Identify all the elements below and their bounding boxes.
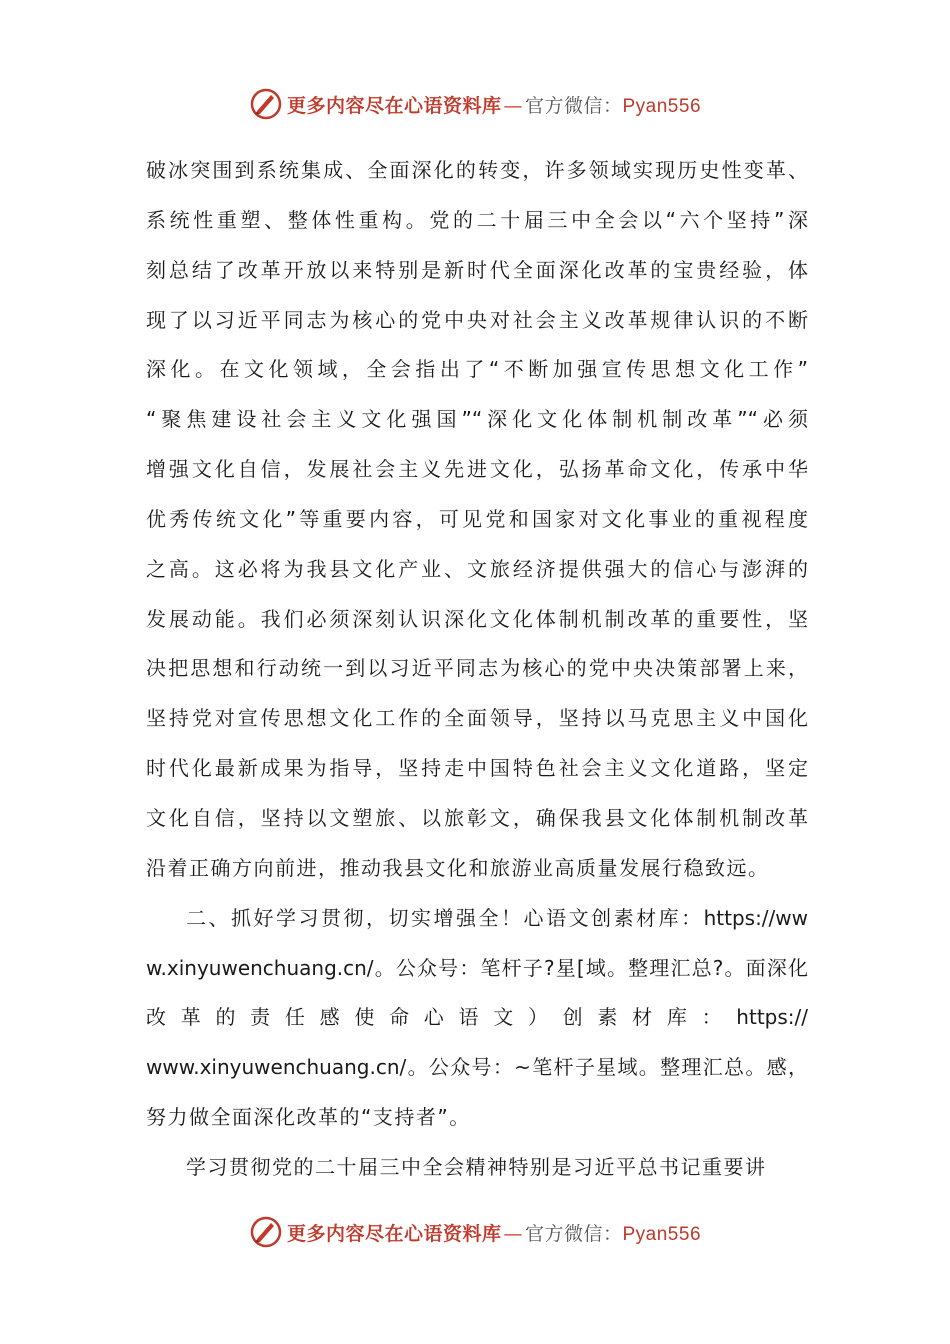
text-line: 刻总结了改革开放以来特别是新时代全面深化改革的宝贵经验，体	[146, 257, 808, 282]
banner-sub: 官方微信：	[524, 1222, 623, 1245]
text-line: 学习贯彻党的二十届三中全会精神特别是习近平总书记重要讲	[186, 1154, 767, 1179]
banner-dash: —	[503, 1222, 523, 1245]
text-line: 破冰突围到系统集成、全面深化的转变，许多领域实现历史性变革、	[146, 158, 808, 182]
text-line: 决把思想和行动统一到以习近平同志为核心的党中央决策部署上来，	[146, 656, 808, 681]
text-line: 系统性重塑、整体性重构。党的二十届三中全会以“六个坚持”深	[146, 207, 808, 232]
banner-text	[287, 1219, 701, 1246]
text-line: 增强文化自信，发展社会主义先进文化，弘扬革命文化，传承中华	[146, 457, 808, 482]
banner-main: 更多内容尽在心语资料库	[286, 1222, 502, 1245]
banner-dash: —	[503, 94, 523, 117]
logo-icon	[249, 1215, 283, 1249]
text-line: 努力做全面深化改革的“支持者”。	[146, 1105, 471, 1130]
banner-main: 更多内容尽在心语资料库	[286, 94, 502, 117]
text-line: 时代化最新成果为指导，坚持走中国特色社会主义文化道路，坚定	[146, 756, 808, 781]
text-line: 优秀传统文化”等重要内容，可见党和国家对文化事业的重视程度	[146, 506, 808, 531]
text-line: 之高。这必将为我县文化产业、文旅经济提供强大的信心与澎湃的	[146, 556, 808, 581]
banner-wechat: Pyan556	[622, 1223, 702, 1245]
text-line: “聚焦建设社会主义文化强国”“深化文化体制机制改革”“必须	[146, 407, 808, 432]
text-line: 坚持党对宣传思想文化工作的全面领导，坚持以马克思主义中国化	[146, 706, 808, 731]
text-line: 沿着正确方向前进，推动我县文化和旅游业高质量发展行稳致远。	[146, 855, 770, 880]
footer-banner	[0, 1212, 950, 1252]
text-line: 发展动能。我们必须深刻认识深化文化体制机制改革的重要性，坚	[146, 606, 808, 631]
text-line: 现了以习近平同志为核心的党中央对社会主义改革规律认识的不断	[146, 307, 808, 332]
text-line: w.xinyuwenchuang.cn/。公众号：笔杆子?星[域。整理汇总?。面深化	[146, 955, 808, 980]
banner-wechat: Pyan556	[622, 95, 702, 117]
section-heading-line: 二、抓好学习贯彻，切实增强全！心语文创素材库：https://ww	[186, 905, 808, 930]
text-line: 深化。在文化领域，全会指出了“不断加强宣传思想文化工作”	[146, 357, 808, 382]
logo-icon	[249, 87, 283, 121]
document-body	[146, 146, 808, 1193]
text-line: www.xinyuwenchuang.cn/。公众号：~笔杆子星域。整理汇总。感，	[146, 1055, 808, 1080]
banner-sub: 官方微信：	[524, 94, 623, 117]
text-line: 改革的责任感使命心语文）创素材库：https://	[146, 1005, 808, 1030]
text-line: 文化自信，坚持以文塑旅、以旅彰文，确保我县文化体制机制改革	[146, 805, 808, 830]
header-banner	[0, 84, 950, 124]
banner-text	[287, 91, 701, 118]
